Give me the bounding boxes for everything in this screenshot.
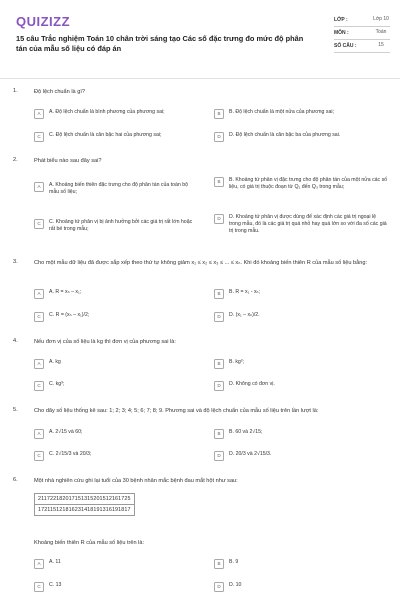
meta-row-class bbox=[334, 14, 390, 27]
option-letter: D bbox=[214, 132, 224, 142]
option-d[interactable] bbox=[214, 214, 388, 235]
option-letter: C bbox=[34, 381, 44, 391]
option-letter: D bbox=[214, 312, 224, 322]
option-letter: D bbox=[214, 381, 224, 391]
question-subtext: Khoảng biến thiên R của mẫu số liệu trên là: bbox=[34, 540, 145, 546]
option-letter: C bbox=[34, 132, 44, 142]
option-text: A. 2√15 và 60; bbox=[49, 429, 83, 435]
option-c[interactable] bbox=[34, 312, 204, 322]
option-letter: C bbox=[34, 582, 44, 592]
option-letter: D bbox=[214, 582, 224, 592]
option-d[interactable] bbox=[214, 381, 384, 391]
option-letter: B bbox=[214, 289, 224, 299]
option-text: C. Độ lệch chuẩn là căn bậc hai của phương sai; bbox=[49, 132, 162, 138]
option-d[interactable] bbox=[214, 312, 384, 322]
option-b[interactable] bbox=[214, 559, 384, 569]
option-letter: D bbox=[214, 214, 224, 224]
option-a[interactable] bbox=[34, 109, 204, 119]
option-text: A. Khoảng biến thiên đặc trưng cho độ phân tán của toàn bộ mẫu số liệu; bbox=[49, 182, 189, 195]
subject-label: MÔN : bbox=[334, 30, 349, 36]
option-c[interactable] bbox=[34, 381, 204, 391]
option-text: B. Khoảng tứ phân vị đặc trưng cho độ phân tán của một nửa các số liệu, có giá trị thuộc đoạn từ Q₁ đến Q₃ trong mẫu; bbox=[229, 177, 388, 190]
option-text: D. (x₁ – xₙ)/2. bbox=[229, 312, 260, 318]
option-letter: B bbox=[214, 177, 224, 187]
header-divider bbox=[0, 78, 400, 79]
option-letter: C bbox=[34, 312, 44, 322]
option-d[interactable] bbox=[214, 582, 384, 592]
option-letter: A bbox=[34, 559, 44, 569]
option-b[interactable] bbox=[214, 359, 384, 369]
question-text: Độ lệch chuẩn là gì? bbox=[34, 89, 85, 95]
option-a[interactable] bbox=[34, 289, 204, 299]
table-row: 17211512181623141819131619181​7 bbox=[35, 504, 134, 515]
question-text: Cho một mẫu dữ liệu đã được sắp xếp theo thứ tự không giảm x₁ ≤ x₂ ≤ x₃ ≤ ... ≤ xₙ. Khi đó khoảng biến thiên R của mẫu số liệu bằng: bbox=[34, 260, 368, 266]
worksheet-title: 15 câu Trắc nghiệm Toán 10 chân trời sáng tạo Các số đặc trưng đo mức độ phân tán của mẫu số liệu có đáp án bbox=[16, 34, 304, 53]
worksheet-meta bbox=[334, 14, 390, 53]
option-letter: D bbox=[214, 451, 224, 461]
quizizz-logo[interactable]: QUIZIZZ bbox=[16, 14, 71, 29]
option-letter: A bbox=[34, 359, 44, 369]
option-text: A. R = xₙ – x₁; bbox=[49, 289, 82, 295]
option-c[interactable] bbox=[34, 132, 204, 142]
option-text: D. 20/3 và 2√15/3. bbox=[229, 451, 272, 457]
option-text: D. Độ lệch chuẩn là căn bậc ba của phương sai. bbox=[229, 132, 341, 138]
question-number: 4. bbox=[13, 338, 18, 344]
question-number: 1. bbox=[13, 88, 18, 94]
option-letter: A bbox=[34, 429, 44, 439]
option-c[interactable] bbox=[34, 451, 204, 461]
option-letter: A bbox=[34, 109, 44, 119]
option-text: A. kg bbox=[49, 359, 61, 365]
option-text: B. kg²; bbox=[229, 359, 244, 365]
option-b[interactable] bbox=[214, 177, 388, 191]
option-text: B. 60 và 2√15; bbox=[229, 429, 263, 435]
question-number: 2. bbox=[13, 157, 18, 163]
option-text: B. R = x₁ - xₙ; bbox=[229, 289, 261, 295]
question-count-label: SỐ CÂU : bbox=[334, 43, 357, 49]
option-c[interactable] bbox=[34, 582, 204, 592]
question-number: 6. bbox=[13, 477, 18, 483]
question-text: Một nhà nghiên cứu ghi lại tuổi của 30 bệnh nhân mắc bệnh đau mắt hột như sau: bbox=[34, 478, 238, 484]
option-a[interactable] bbox=[34, 559, 204, 569]
option-text: A. 11 bbox=[49, 559, 61, 565]
option-text: B. Độ lệch chuẩn là một nửa của phương sai; bbox=[229, 109, 334, 115]
option-text: A. Độ lệch chuẩn là bình phương của phương sai; bbox=[49, 109, 165, 115]
question-number: 5. bbox=[13, 407, 18, 413]
option-letter: B bbox=[214, 559, 224, 569]
option-letter: C bbox=[34, 219, 44, 229]
option-letter: C bbox=[34, 451, 44, 461]
option-b[interactable] bbox=[214, 429, 384, 439]
subject-value: Toán bbox=[375, 29, 387, 35]
option-a[interactable] bbox=[34, 359, 204, 369]
option-text: C. Khoảng tứ phân vị bị ảnh hưởng bởi các giá trị rất lớn hoặc rất bé trong mẫu; bbox=[49, 219, 193, 232]
question-text: Cho dãy số liệu thống kê sau: 1; 2; 3; 4; 5; 6; 7; 8; 9. Phương sai và độ lệch chuẩn của mẫu số liệu trên lần lượt là: bbox=[34, 408, 319, 414]
option-text: C. R = (xₙ – x₁)/2; bbox=[49, 312, 90, 318]
option-letter: A bbox=[34, 289, 44, 299]
question-count-value: 15 bbox=[378, 42, 384, 48]
option-a[interactable] bbox=[34, 429, 204, 439]
question-text: Phát biểu nào sau đây sai? bbox=[34, 158, 102, 164]
option-letter: B bbox=[214, 429, 224, 439]
question-number: 3. bbox=[13, 259, 18, 265]
table-row: 21172218201715131520151216172​5 bbox=[38, 496, 131, 502]
option-letter: B bbox=[214, 109, 224, 119]
question-text: Nếu đơn vị của số liệu là kg thì đơn vị của phương sai là: bbox=[34, 339, 176, 345]
option-text: D. 10 bbox=[229, 582, 242, 588]
option-text: C. 13 bbox=[49, 582, 62, 588]
option-d[interactable] bbox=[214, 132, 384, 142]
option-text: C. kg³; bbox=[49, 381, 65, 387]
option-b[interactable] bbox=[214, 109, 384, 119]
option-text: B. 9 bbox=[229, 559, 239, 565]
option-text: C. 2√15/3 và 20/3; bbox=[49, 451, 92, 457]
meta-row-subject bbox=[334, 27, 390, 40]
class-value: Lớp 10 bbox=[373, 16, 389, 22]
option-text: D. Khoảng tứ phân vị được dùng để xác định các giá trị ngoại lệ trong mẫu, đó là các giá trị quá nhỏ hay quá lớn so với đa số các giá trị trong mẫu. bbox=[229, 214, 387, 234]
data-table bbox=[34, 493, 135, 516]
option-letter: B bbox=[214, 359, 224, 369]
meta-row-count bbox=[334, 40, 390, 53]
option-b[interactable] bbox=[214, 289, 384, 299]
option-d[interactable] bbox=[214, 451, 384, 461]
class-label: LỚP : bbox=[334, 17, 348, 23]
option-a[interactable] bbox=[34, 182, 194, 196]
option-letter: A bbox=[34, 182, 44, 192]
option-c[interactable] bbox=[34, 219, 194, 233]
option-text: D. Không có đơn vị. bbox=[229, 381, 275, 387]
worksheet-header bbox=[12, 10, 388, 70]
